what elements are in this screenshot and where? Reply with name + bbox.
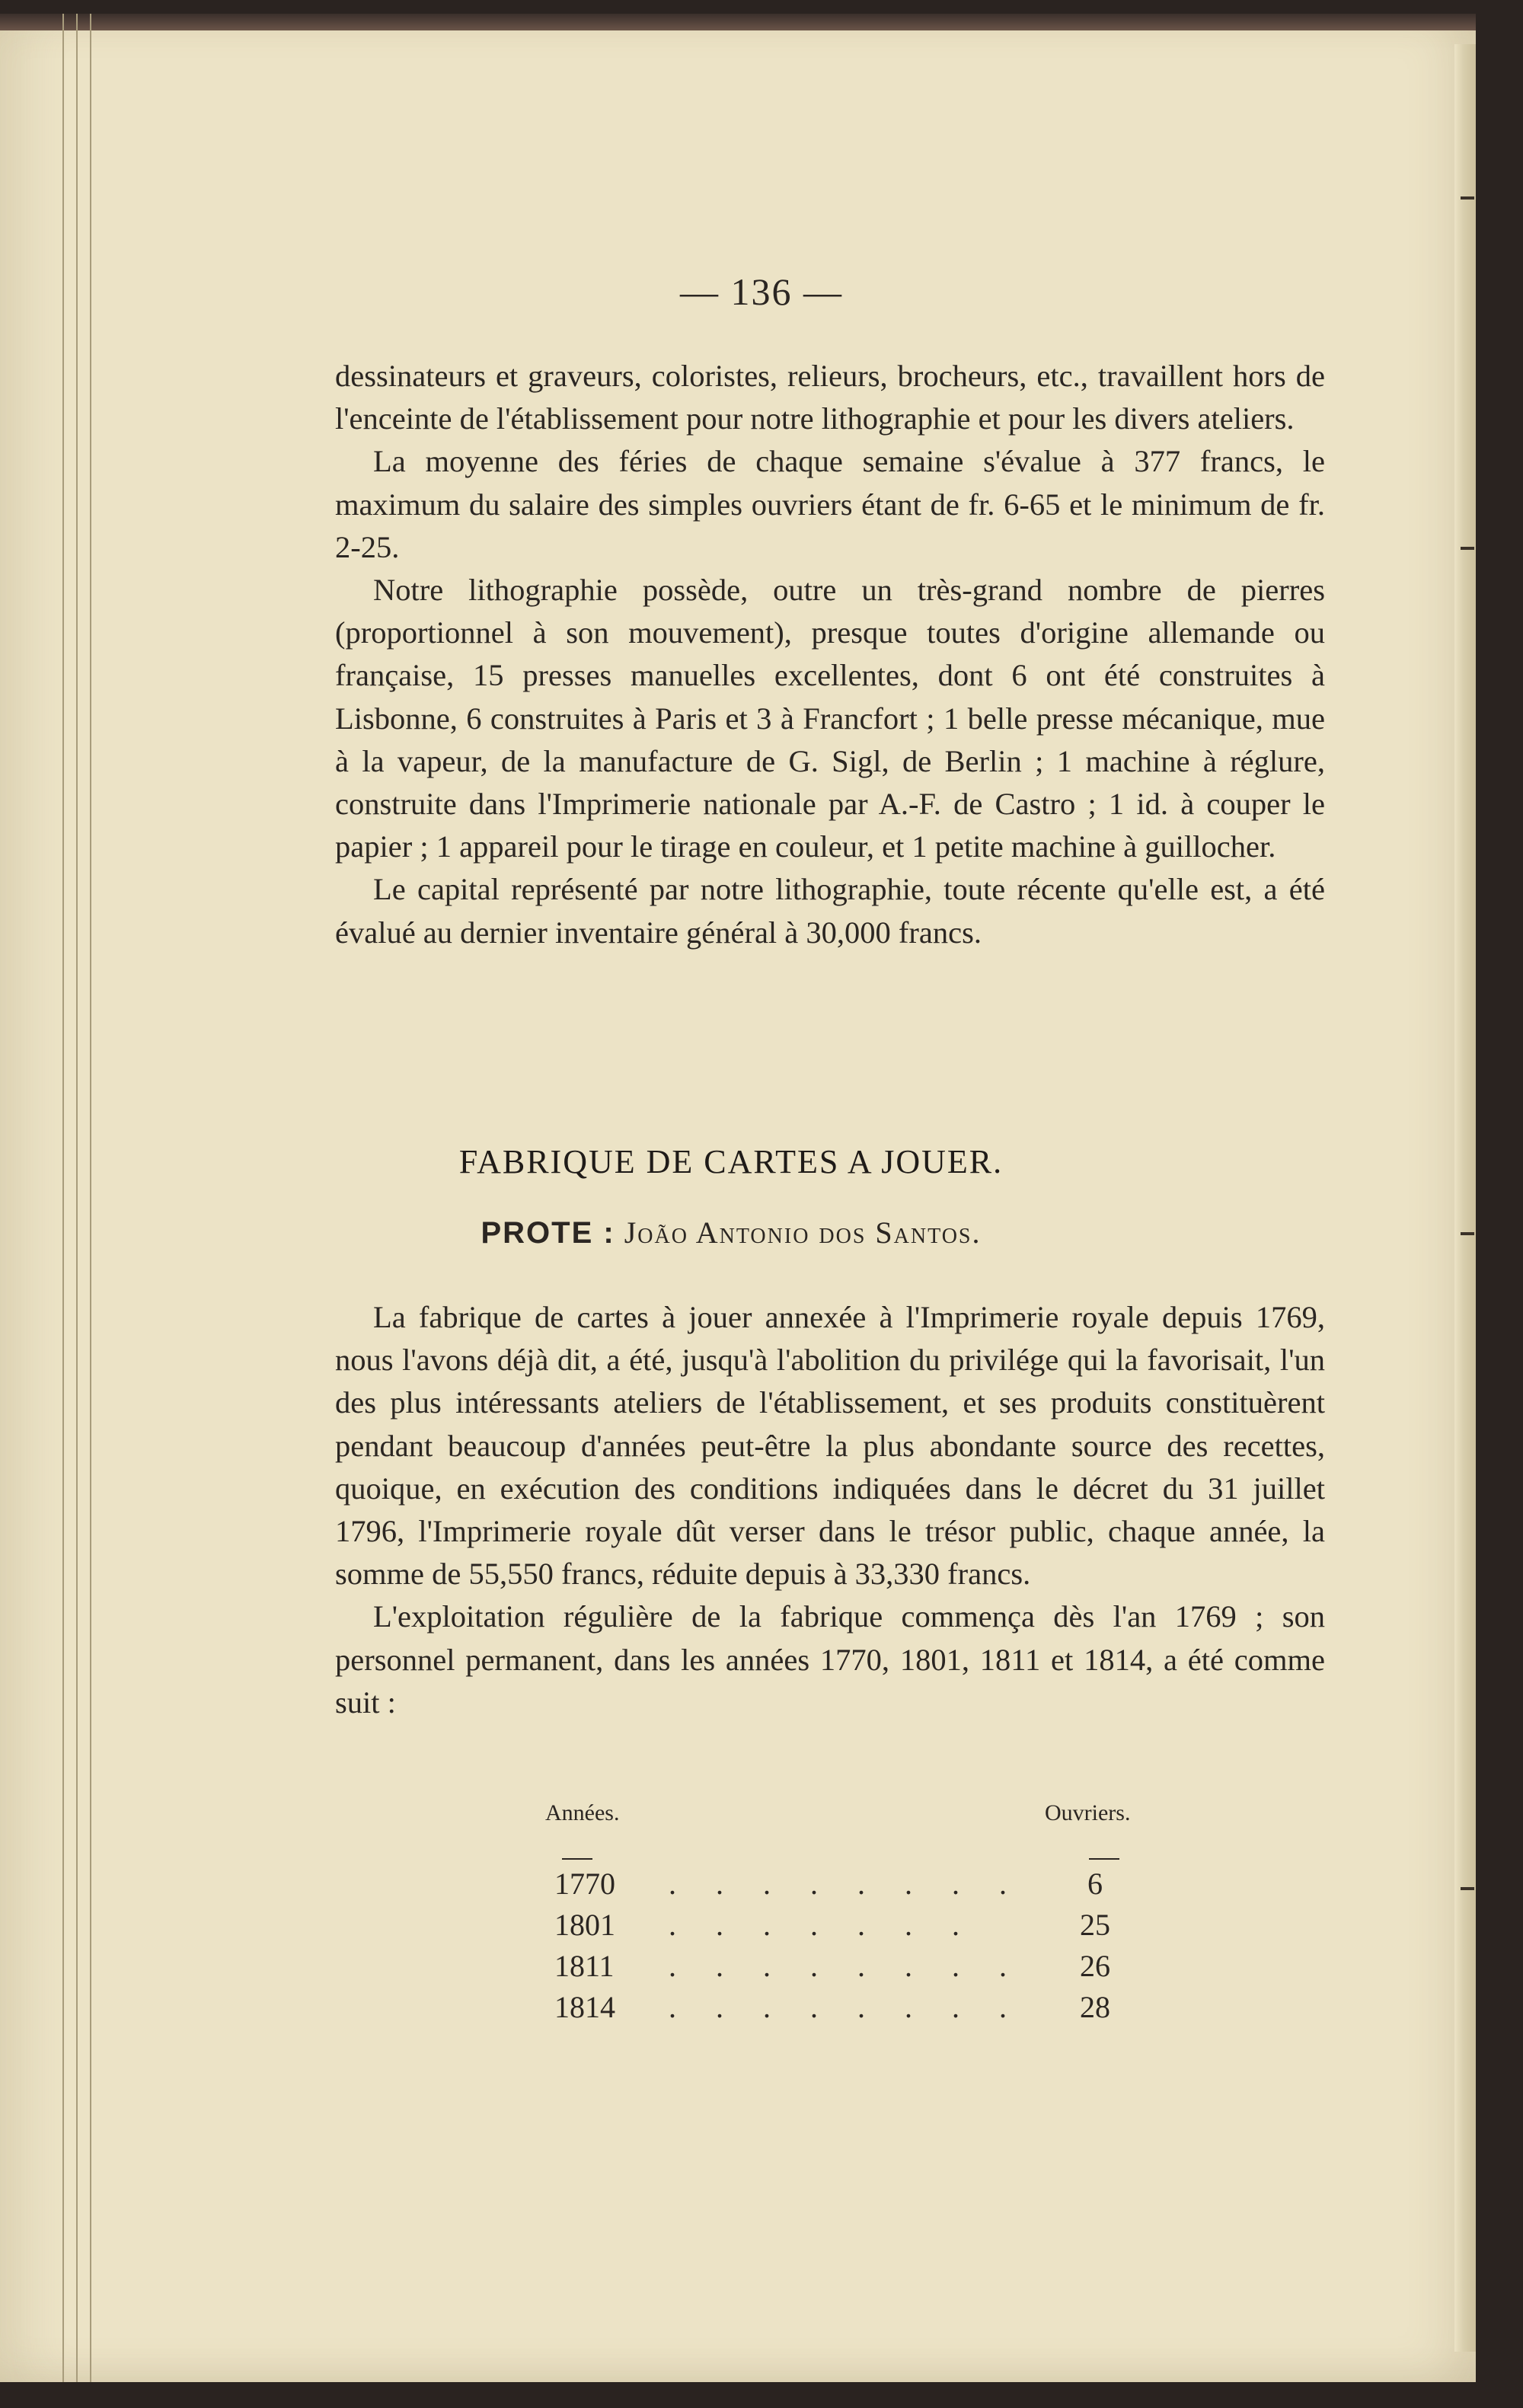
- header-dash: [1089, 1858, 1119, 1860]
- table-header-workers: Ouvriers.: [1045, 1800, 1131, 1825]
- table-row: [554, 1866, 1118, 1905]
- table-row: [554, 1989, 1118, 2029]
- table-row: [554, 1948, 1118, 1988]
- paragraph: Notre lithographie possède, outre un très-grand nombre de pierres (proportionnel à son mouvement), presque toutes d'origine allemande ou française, 15 presses manuelles excellentes, dont 6 ont été construites à Lisbonne, 6 construites à Paris et 3 à Francfort ; 1 belle presse mécanique, mue à la vapeur, de la manufacture de G. Sigl, de Berlin ; 1 machine à réglure, construite dans l'Imprimerie nationale par A.-F. de Castro ; 1 id. à couper le papier ; 1 appareil pour le tirage en couleur, et 1 petite machine à guillocher.: [335, 573, 1325, 864]
- page-number: — 136 —: [680, 270, 843, 313]
- paragraph: dessinateurs et graveurs, coloristes, relieurs, brocheurs, etc., travaillent hors de l'enceinte de l'établissement pour notre lithographie et pour les divers ateliers.: [335, 359, 1325, 436]
- workers-cell: 25: [1080, 1908, 1110, 1942]
- section-title: FABRIQUE DE CARTES A JOUER.: [458, 1143, 1004, 1180]
- edge-mark: [1461, 1232, 1474, 1235]
- leader-dots: . . . . . . . .: [669, 1990, 1023, 2024]
- leader-dots: . . . . . . . .: [669, 1867, 1023, 1901]
- workers-cell: 26: [1080, 1949, 1110, 1983]
- prote-name: João Antonio dos Santos.: [624, 1215, 982, 1250]
- body-text-section: [335, 1296, 1325, 1724]
- margin-rule: [90, 14, 91, 2382]
- year-cell: 1811: [554, 1949, 615, 1983]
- paragraph: L'exploitation régulière de la fabrique commença dès l'an 1769 ; son personnel permanent, dans les années 1770, 1801, 1811 et 1814, a été comme suit :: [335, 1599, 1325, 1720]
- prote-label: PROTE :: [481, 1216, 615, 1250]
- paragraph: La moyenne des féries de chaque semaine s'évalue à 377 francs, le maximum du salaire des simples ouvriers étant de fr. 6-65 et le minimum de fr. 2-25.: [335, 444, 1325, 564]
- edge-mark: [1461, 1887, 1474, 1890]
- header-dash: [562, 1858, 592, 1860]
- margin-rule: [76, 14, 78, 2382]
- section-subtitle: [0, 1215, 1432, 1250]
- edge-mark: [1461, 547, 1474, 550]
- workers-cell: 28: [1080, 1990, 1110, 2024]
- paragraph: La fabrique de cartes à jouer annexée à l'Imprimerie royale depuis 1769, nous l'avons déjà dit, a été, jusqu'à l'abolition du privilége qui la favorisait, l'un des plus intéressants ateliers de l'établissement, et ses produits constituèrent pendant beaucoup d'années peut-être la plus abondante source des recettes, quoique, en exécution des conditions indiquées dans le décret du 31 juillet 1796, l'Imprimerie royale dût verser dans le trésor public, chaque année, la somme de 55,550 francs, réduite depuis à 33,330 francs.: [335, 1300, 1325, 1592]
- paragraph: Le capital représenté par notre lithographie, toute récente qu'elle est, a été évalué au dernier inventaire général à 30,000 francs.: [335, 872, 1325, 950]
- table-header-years: Années.: [545, 1800, 620, 1825]
- margin-rule: [62, 14, 64, 2382]
- year-cell: 1770: [554, 1867, 615, 1901]
- year-cell: 1814: [554, 1990, 615, 2024]
- leader-dots: . . . . . . .: [669, 1908, 975, 1942]
- body-text-top: [335, 355, 1325, 954]
- page-right-edge: [1454, 44, 1476, 2352]
- year-cell: 1801: [554, 1908, 615, 1942]
- table-row: [554, 1907, 1118, 1947]
- workers-cell: 6: [1087, 1867, 1103, 1901]
- edge-mark: [1461, 196, 1474, 200]
- leader-dots: . . . . . . . .: [669, 1949, 1023, 1983]
- top-edge-band: [0, 14, 1476, 30]
